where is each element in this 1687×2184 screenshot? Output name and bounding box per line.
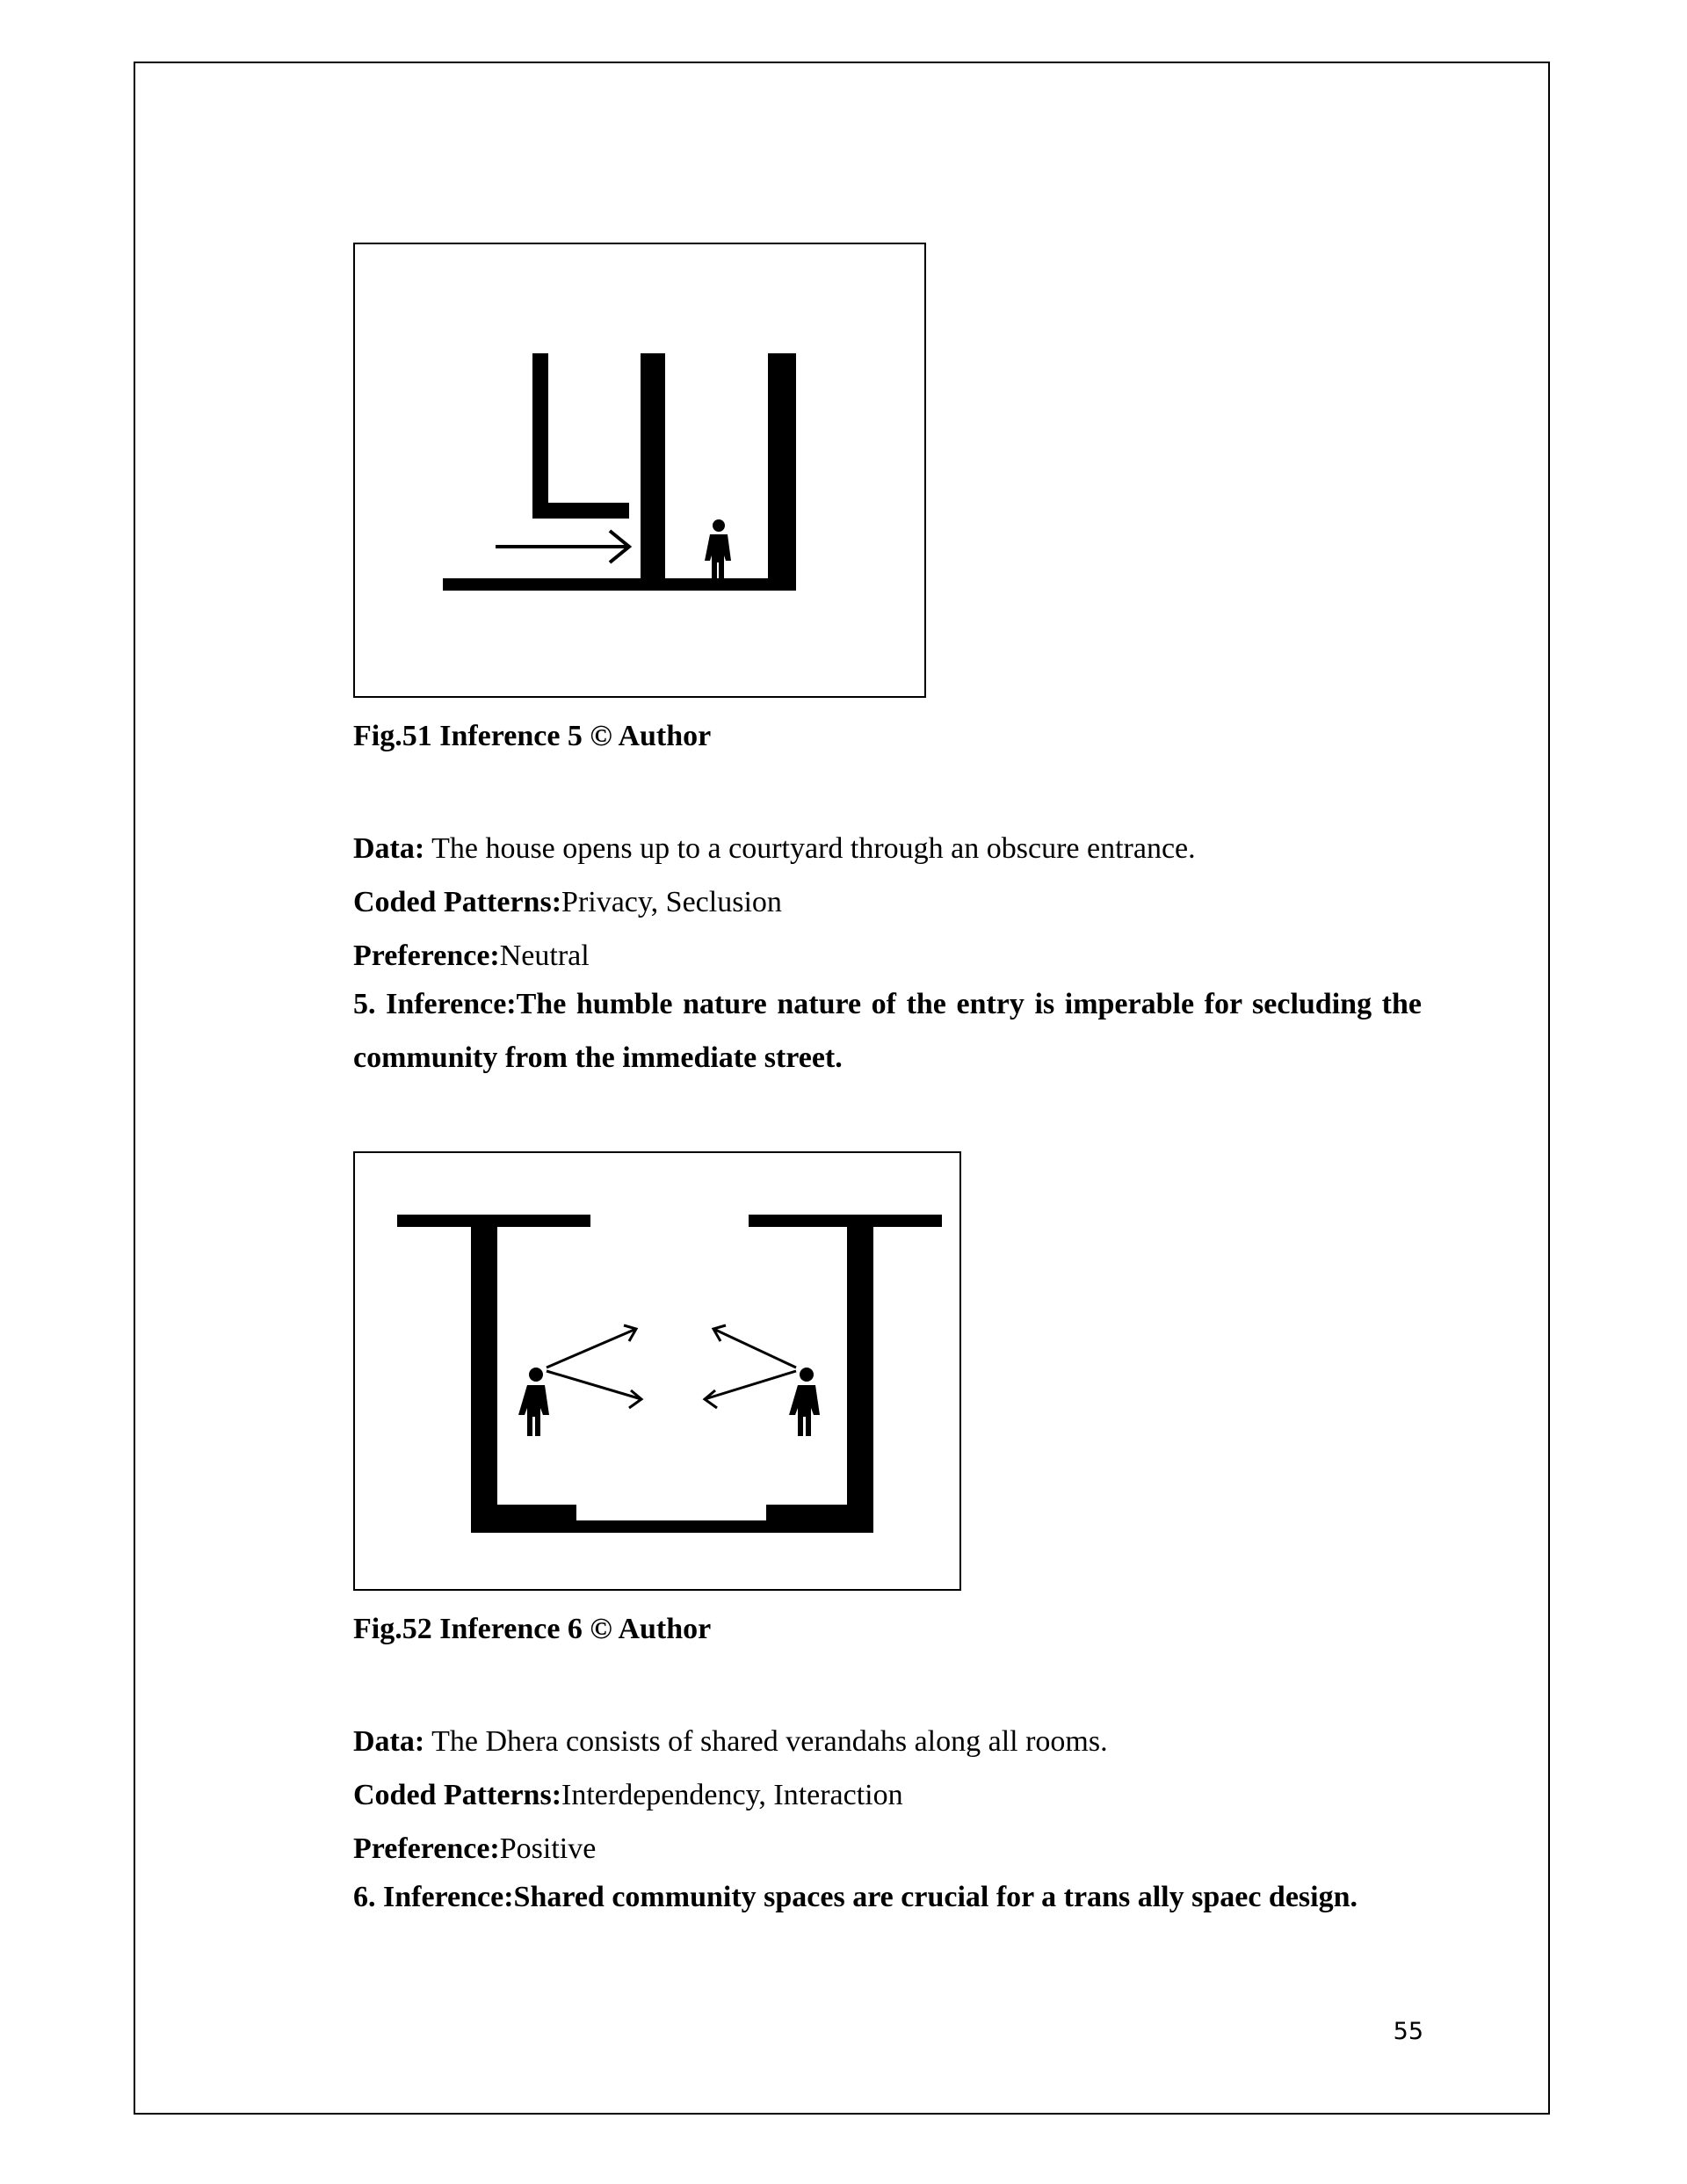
figure-52-caption: Fig.52 Inference 6 © Author	[353, 1613, 712, 1645]
figure-51	[353, 243, 926, 698]
figure-51-data	[353, 831, 1196, 867]
interaction-arrows-left-icon	[547, 1325, 641, 1408]
person-icon	[705, 519, 731, 580]
figure-52-preference	[353, 1832, 596, 1867]
wall-segment	[641, 353, 665, 584]
data-text: The Dhera consists of shared verandahs along all rooms.	[424, 1725, 1108, 1758]
figure-51-preference	[353, 939, 590, 974]
wall-segment	[532, 503, 629, 519]
figure-51-diagram	[355, 244, 928, 700]
entry-arrow-icon	[496, 531, 629, 562]
preference-label: Preference:	[353, 1832, 500, 1865]
wall-right	[847, 1215, 873, 1519]
courtyard-floor	[471, 1520, 873, 1533]
interaction-arrows-right-icon	[705, 1325, 796, 1408]
wall-segment	[768, 353, 796, 584]
patterns-text: Interdependency, Interaction	[561, 1779, 903, 1811]
person-right-icon	[789, 1368, 820, 1436]
patterns-label: Coded Patterns:	[353, 1779, 562, 1811]
figure-51-caption: Fig.51 Inference 5 © Author	[353, 720, 712, 752]
figure-52-data	[353, 1724, 1108, 1760]
data-label: Data:	[353, 1725, 425, 1758]
data-text: The house opens up to a courtyard through an obscure entrance.	[424, 832, 1196, 865]
figure-52-diagram	[355, 1153, 963, 1593]
wall-left	[471, 1215, 497, 1519]
figure-51-patterns	[353, 885, 782, 920]
floor-wall	[443, 578, 796, 591]
figure-52-patterns	[353, 1778, 903, 1813]
preference-label: Preference:	[353, 940, 500, 972]
patterns-label: Coded Patterns:	[353, 886, 562, 918]
page-number: 55	[1393, 2018, 1423, 2045]
figure-52-inference: 6. Inference:Shared community spaces are crucial for a trans ally spaec design.	[353, 1881, 1358, 1913]
preference-text: Positive	[499, 1832, 597, 1865]
figure-52	[353, 1151, 961, 1591]
preference-text: Neutral	[499, 940, 590, 972]
figure-51-inference: 5. Inference:The humble nature nature of the entry is imperable for secluding the community from the immediate street.	[353, 988, 1422, 1074]
patterns-text: Privacy, Seclusion	[561, 886, 782, 918]
person-left-icon	[518, 1368, 549, 1436]
wall-segment	[532, 353, 548, 519]
roof-right	[749, 1215, 942, 1227]
data-label: Data:	[353, 832, 425, 865]
